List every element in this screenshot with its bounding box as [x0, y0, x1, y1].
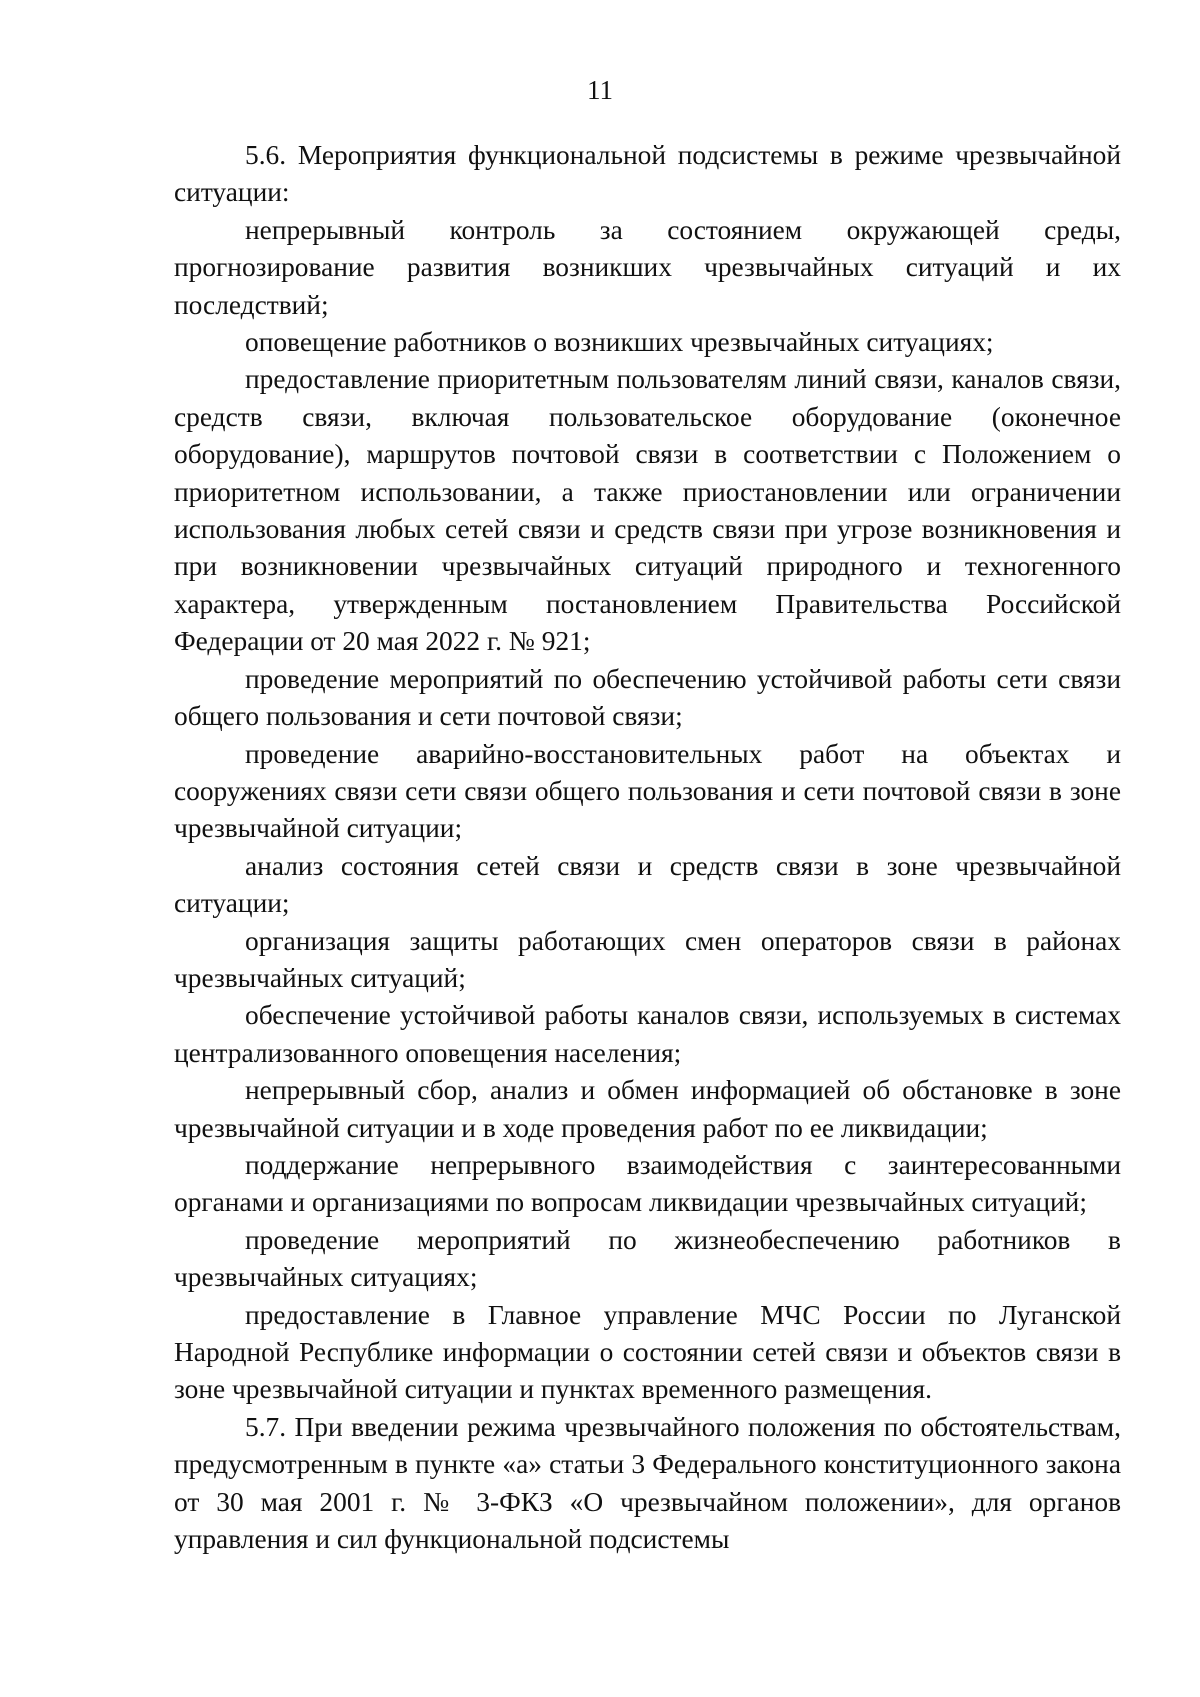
paragraph-information-exchange: непрерывный сбор, анализ и обмен информацией об обстановке в зоне чрезвычайной ситуации и в ходе проведения работ по ее ликвидации; [174, 1075, 1121, 1143]
paragraph-notification: оповещение работников о возникших чрезвычайных ситуациях; [245, 327, 994, 358]
paragraph-monitoring: непрерывный контроль за состоянием окружающей среды, прогнозирование развития возникших чрезвычайных ситуаций и их последствий; [174, 214, 1121, 320]
page-number: 11 [587, 75, 613, 105]
paragraph-priority-communications: предоставление приоритетным пользователям линий связи, каналов связи, средств связи, включая пользовательское оборудование (оконечное оборудование), маршрутов почтовой связи в соответствии с Положением о приоритетном использовании, а также приостановлении или ограничении использования любых сетей связи и средств связи при угрозе возникновения и при возникновении чрезвычайных ситуаций природного и техногенного характера, утвержденным постановлением Правительства Российской Федерации от 20 мая 2022 г. № 921; [174, 364, 1121, 657]
paragraph-warning-channels: обеспечение устойчивой работы каналов связи, используемых в системах централизованного оповещения населения; [174, 1000, 1121, 1068]
paragraph-reporting: предоставление в Главное управление МЧС России по Луганской Народной Республике информации о состоянии сетей связи и объектов связи в зоне чрезвычайной ситуации и пунктах временного размещения. [174, 1299, 1121, 1405]
paragraph-section-5-6-heading: 5.6. Мероприятия функциональной подсистемы в режиме чрезвычайной ситуации: [174, 140, 1121, 208]
paragraph-network-stability: проведение мероприятий по обеспечению устойчивой работы сети связи общего пользования и сети почтовой связи; [174, 663, 1121, 732]
paragraph-interaction: поддержание непрерывного взаимодействия с заинтересованными органами и организациями по вопросам ликвидации чрезвычайных ситуаций; [174, 1149, 1121, 1218]
paragraph-section-5-7: 5.7. При введении режима чрезвычайного положения по обстоятельствам, предусмотренным в пункте «а» статьи 3 Федерального конституционного закона от 30 мая 2001 г. № 3-ФКЗ «О чрезвычайном положении», для органов управления и сил функциональной подсистемы [174, 1411, 1121, 1555]
paragraph-network-analysis: анализ состояния сетей связи и средств связи в зоне чрезвычайной ситуации; [174, 850, 1121, 919]
paragraph-life-support: проведение мероприятий по жизнеобеспечению работников в чрезвычайных ситуациях; [174, 1224, 1121, 1293]
paragraph-staff-protection: организация защиты работающих смен операторов связи в районах чрезвычайных ситуаций; [174, 925, 1121, 993]
document-body [174, 137, 1121, 1558]
paragraph-emergency-repair: проведение аварийно-восстановительных работ на объектах и сооружениях связи сети связи общего пользования и сети почтовой связи в зоне чрезвычайной ситуации; [174, 738, 1121, 844]
